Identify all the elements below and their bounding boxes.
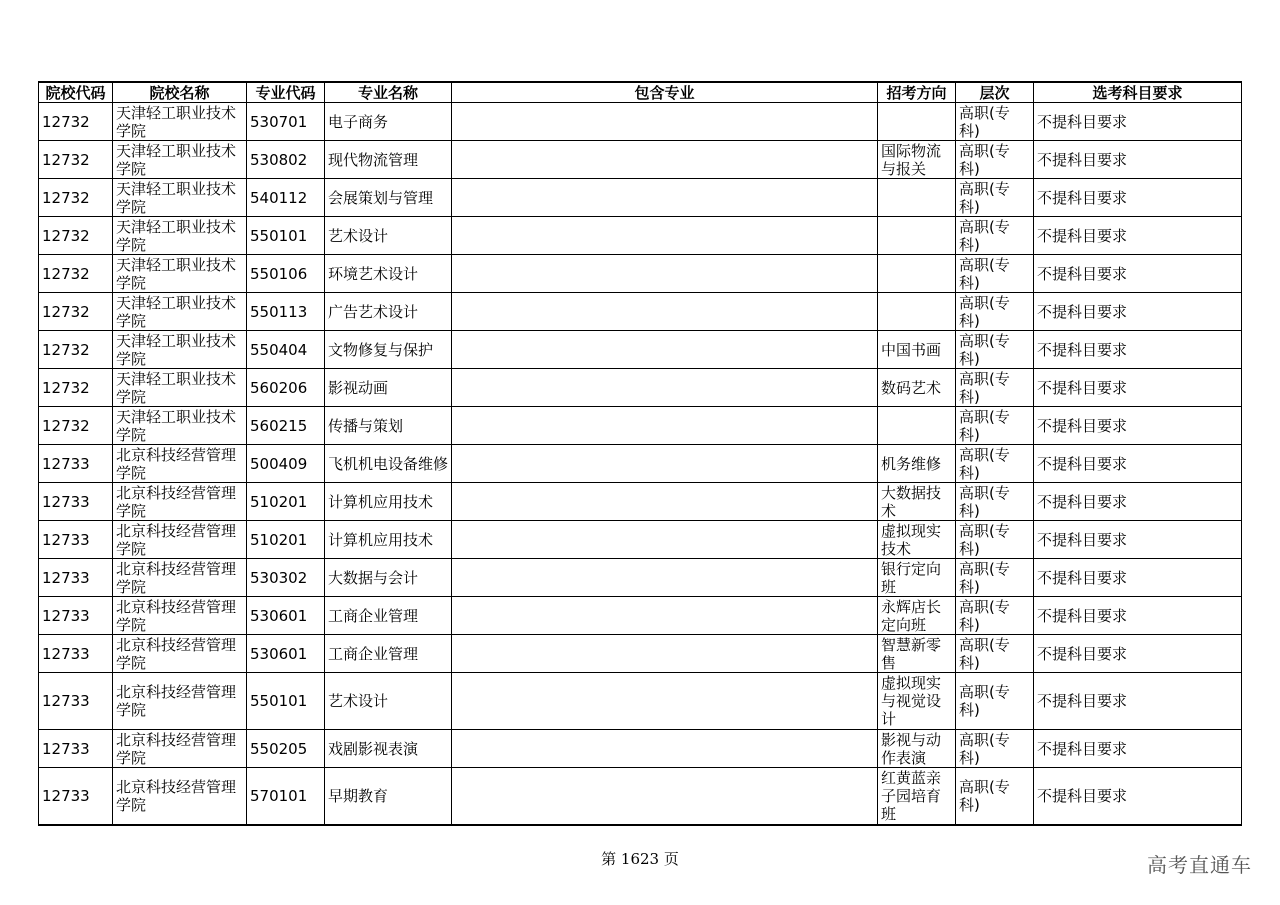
cell-included-majors — [452, 255, 878, 293]
table-row — [39, 255, 1242, 293]
cell-school-code: 12733 — [39, 768, 113, 825]
cell-level: 高职(专科) — [956, 597, 1034, 635]
table-row — [39, 103, 1242, 141]
cell-major-name: 飞机机电设备维修 — [325, 445, 452, 483]
cell-subject-requirement: 不提科目要求 — [1034, 730, 1242, 768]
table-row — [39, 559, 1242, 597]
cell-direction: 影视与动作表演 — [878, 730, 956, 768]
cell-school-name: 天津轻工职业技术学院 — [113, 103, 247, 141]
cell-major-name: 现代物流管理 — [325, 141, 452, 179]
cell-major-code: 550404 — [247, 331, 325, 369]
cell-major-name: 影视动画 — [325, 369, 452, 407]
cell-school-code: 12732 — [39, 331, 113, 369]
table-row — [39, 369, 1242, 407]
cell-school-code: 12733 — [39, 521, 113, 559]
header-school-code: 院校代码 — [39, 82, 113, 103]
cell-subject-requirement: 不提科目要求 — [1034, 673, 1242, 730]
cell-major-code: 550101 — [247, 673, 325, 730]
cell-included-majors — [452, 369, 878, 407]
cell-major-code: 530701 — [247, 103, 325, 141]
admissions-table — [38, 81, 1242, 826]
cell-subject-requirement: 不提科目要求 — [1034, 407, 1242, 445]
table-row — [39, 445, 1242, 483]
cell-level: 高职(专科) — [956, 369, 1034, 407]
cell-direction: 永辉店长定向班 — [878, 597, 956, 635]
cell-direction: 中国书画 — [878, 331, 956, 369]
cell-school-name: 天津轻工职业技术学院 — [113, 217, 247, 255]
cell-school-code: 12733 — [39, 483, 113, 521]
cell-direction — [878, 179, 956, 217]
cell-subject-requirement: 不提科目要求 — [1034, 103, 1242, 141]
cell-subject-requirement: 不提科目要求 — [1034, 141, 1242, 179]
cell-school-code: 12732 — [39, 293, 113, 331]
cell-major-name: 工商企业管理 — [325, 635, 452, 673]
cell-major-code: 560206 — [247, 369, 325, 407]
cell-direction: 机务维修 — [878, 445, 956, 483]
cell-subject-requirement: 不提科目要求 — [1034, 768, 1242, 825]
cell-level: 高职(专科) — [956, 635, 1034, 673]
header-row — [39, 82, 1242, 103]
cell-direction: 虚拟现实与视觉设计 — [878, 673, 956, 730]
cell-direction: 虚拟现实技术 — [878, 521, 956, 559]
cell-school-code: 12732 — [39, 217, 113, 255]
cell-school-name: 天津轻工职业技术学院 — [113, 141, 247, 179]
cell-included-majors — [452, 445, 878, 483]
cell-school-name: 北京科技经营管理学院 — [113, 635, 247, 673]
cell-direction: 红黄蓝亲子园培育班 — [878, 768, 956, 825]
cell-school-code: 12733 — [39, 730, 113, 768]
cell-school-code: 12732 — [39, 141, 113, 179]
cell-school-code: 12732 — [39, 179, 113, 217]
cell-subject-requirement: 不提科目要求 — [1034, 255, 1242, 293]
cell-school-code: 12733 — [39, 635, 113, 673]
cell-major-name: 早期教育 — [325, 768, 452, 825]
cell-subject-requirement: 不提科目要求 — [1034, 293, 1242, 331]
cell-level: 高职(专科) — [956, 445, 1034, 483]
cell-subject-requirement: 不提科目要求 — [1034, 369, 1242, 407]
cell-school-name: 北京科技经营管理学院 — [113, 559, 247, 597]
cell-major-code: 530802 — [247, 141, 325, 179]
cell-school-code: 12733 — [39, 445, 113, 483]
cell-school-code: 12733 — [39, 673, 113, 730]
cell-subject-requirement: 不提科目要求 — [1034, 483, 1242, 521]
cell-included-majors — [452, 217, 878, 255]
cell-direction — [878, 217, 956, 255]
table-row — [39, 217, 1242, 255]
cell-included-majors — [452, 483, 878, 521]
cell-included-majors — [452, 179, 878, 217]
cell-included-majors — [452, 521, 878, 559]
cell-school-name: 北京科技经营管理学院 — [113, 673, 247, 730]
table-row — [39, 331, 1242, 369]
cell-level: 高职(专科) — [956, 179, 1034, 217]
cell-level: 高职(专科) — [956, 673, 1034, 730]
cell-level: 高职(专科) — [956, 483, 1034, 521]
cell-major-name: 工商企业管理 — [325, 597, 452, 635]
cell-school-name: 北京科技经营管理学院 — [113, 445, 247, 483]
cell-major-name: 大数据与会计 — [325, 559, 452, 597]
cell-level: 高职(专科) — [956, 407, 1034, 445]
cell-major-code: 550101 — [247, 217, 325, 255]
cell-included-majors — [452, 331, 878, 369]
cell-school-code: 12732 — [39, 369, 113, 407]
cell-subject-requirement: 不提科目要求 — [1034, 521, 1242, 559]
cell-subject-requirement: 不提科目要求 — [1034, 559, 1242, 597]
cell-subject-requirement: 不提科目要求 — [1034, 635, 1242, 673]
cell-major-name: 传播与策划 — [325, 407, 452, 445]
cell-level: 高职(专科) — [956, 217, 1034, 255]
cell-school-name: 天津轻工职业技术学院 — [113, 255, 247, 293]
cell-direction — [878, 293, 956, 331]
cell-direction — [878, 103, 956, 141]
cell-direction: 大数据技术 — [878, 483, 956, 521]
cell-school-code: 12733 — [39, 559, 113, 597]
cell-major-name: 广告艺术设计 — [325, 293, 452, 331]
cell-school-code: 12733 — [39, 597, 113, 635]
cell-major-code: 530302 — [247, 559, 325, 597]
header-direction: 招考方向 — [878, 82, 956, 103]
cell-school-name: 天津轻工职业技术学院 — [113, 293, 247, 331]
cell-major-code: 550106 — [247, 255, 325, 293]
cell-school-name: 天津轻工职业技术学院 — [113, 369, 247, 407]
header-subject-requirement: 选考科目要求 — [1034, 82, 1242, 103]
cell-level: 高职(专科) — [956, 255, 1034, 293]
table-row — [39, 293, 1242, 331]
header-level: 层次 — [956, 82, 1034, 103]
cell-major-name: 计算机应用技术 — [325, 483, 452, 521]
cell-level: 高职(专科) — [956, 730, 1034, 768]
cell-included-majors — [452, 103, 878, 141]
cell-school-name: 天津轻工职业技术学院 — [113, 179, 247, 217]
cell-included-majors — [452, 141, 878, 179]
table-row — [39, 730, 1242, 768]
cell-major-code: 550113 — [247, 293, 325, 331]
cell-major-name: 文物修复与保护 — [325, 331, 452, 369]
cell-major-code: 510201 — [247, 483, 325, 521]
cell-included-majors — [452, 407, 878, 445]
cell-major-code: 540112 — [247, 179, 325, 217]
cell-included-majors — [452, 597, 878, 635]
cell-included-majors — [452, 673, 878, 730]
cell-school-name: 北京科技经营管理学院 — [113, 483, 247, 521]
cell-major-code: 500409 — [247, 445, 325, 483]
cell-direction: 国际物流与报关 — [878, 141, 956, 179]
cell-major-code: 560215 — [247, 407, 325, 445]
cell-major-code: 530601 — [247, 635, 325, 673]
cell-school-code: 12732 — [39, 255, 113, 293]
table-body — [39, 103, 1242, 825]
cell-major-name: 电子商务 — [325, 103, 452, 141]
cell-subject-requirement: 不提科目要求 — [1034, 179, 1242, 217]
cell-included-majors — [452, 635, 878, 673]
cell-direction — [878, 255, 956, 293]
table-row — [39, 483, 1242, 521]
cell-major-name: 艺术设计 — [325, 673, 452, 730]
table-row — [39, 407, 1242, 445]
cell-subject-requirement: 不提科目要求 — [1034, 445, 1242, 483]
cell-included-majors — [452, 559, 878, 597]
cell-level: 高职(专科) — [956, 103, 1034, 141]
cell-subject-requirement: 不提科目要求 — [1034, 217, 1242, 255]
cell-major-code: 510201 — [247, 521, 325, 559]
header-school-name: 院校名称 — [113, 82, 247, 103]
cell-major-code: 550205 — [247, 730, 325, 768]
cell-major-code: 570101 — [247, 768, 325, 825]
cell-school-name: 天津轻工职业技术学院 — [113, 407, 247, 445]
table-row — [39, 179, 1242, 217]
cell-included-majors — [452, 730, 878, 768]
table-row — [39, 597, 1242, 635]
header-major-code: 专业代码 — [247, 82, 325, 103]
table-header — [39, 82, 1242, 103]
cell-major-name: 环境艺术设计 — [325, 255, 452, 293]
header-included-majors: 包含专业 — [452, 82, 878, 103]
table-row — [39, 768, 1242, 825]
cell-major-name: 艺术设计 — [325, 217, 452, 255]
cell-level: 高职(专科) — [956, 521, 1034, 559]
table-row — [39, 673, 1242, 730]
cell-major-name: 会展策划与管理 — [325, 179, 452, 217]
header-major-name: 专业名称 — [325, 82, 452, 103]
cell-included-majors — [452, 768, 878, 825]
cell-direction: 数码艺术 — [878, 369, 956, 407]
cell-major-code: 530601 — [247, 597, 325, 635]
cell-school-code: 12732 — [39, 407, 113, 445]
cell-subject-requirement: 不提科目要求 — [1034, 331, 1242, 369]
cell-school-code: 12732 — [39, 103, 113, 141]
cell-major-name: 戏剧影视表演 — [325, 730, 452, 768]
cell-school-name: 北京科技经营管理学院 — [113, 768, 247, 825]
cell-level: 高职(专科) — [956, 293, 1034, 331]
cell-level: 高职(专科) — [956, 141, 1034, 179]
cell-direction: 银行定向班 — [878, 559, 956, 597]
table-row — [39, 635, 1242, 673]
table-row — [39, 521, 1242, 559]
table-row — [39, 141, 1242, 179]
watermark-logo: 高考直通车 — [1147, 853, 1252, 877]
cell-level: 高职(专科) — [956, 331, 1034, 369]
cell-school-name: 北京科技经营管理学院 — [113, 597, 247, 635]
cell-included-majors — [452, 293, 878, 331]
cell-direction — [878, 407, 956, 445]
cell-direction: 智慧新零售 — [878, 635, 956, 673]
cell-major-name: 计算机应用技术 — [325, 521, 452, 559]
cell-school-name: 北京科技经营管理学院 — [113, 521, 247, 559]
cell-school-name: 北京科技经营管理学院 — [113, 730, 247, 768]
page-number: 第 1623 页 — [601, 850, 679, 868]
cell-subject-requirement: 不提科目要求 — [1034, 597, 1242, 635]
cell-school-name: 天津轻工职业技术学院 — [113, 331, 247, 369]
cell-level: 高职(专科) — [956, 559, 1034, 597]
cell-level: 高职(专科) — [956, 768, 1034, 825]
